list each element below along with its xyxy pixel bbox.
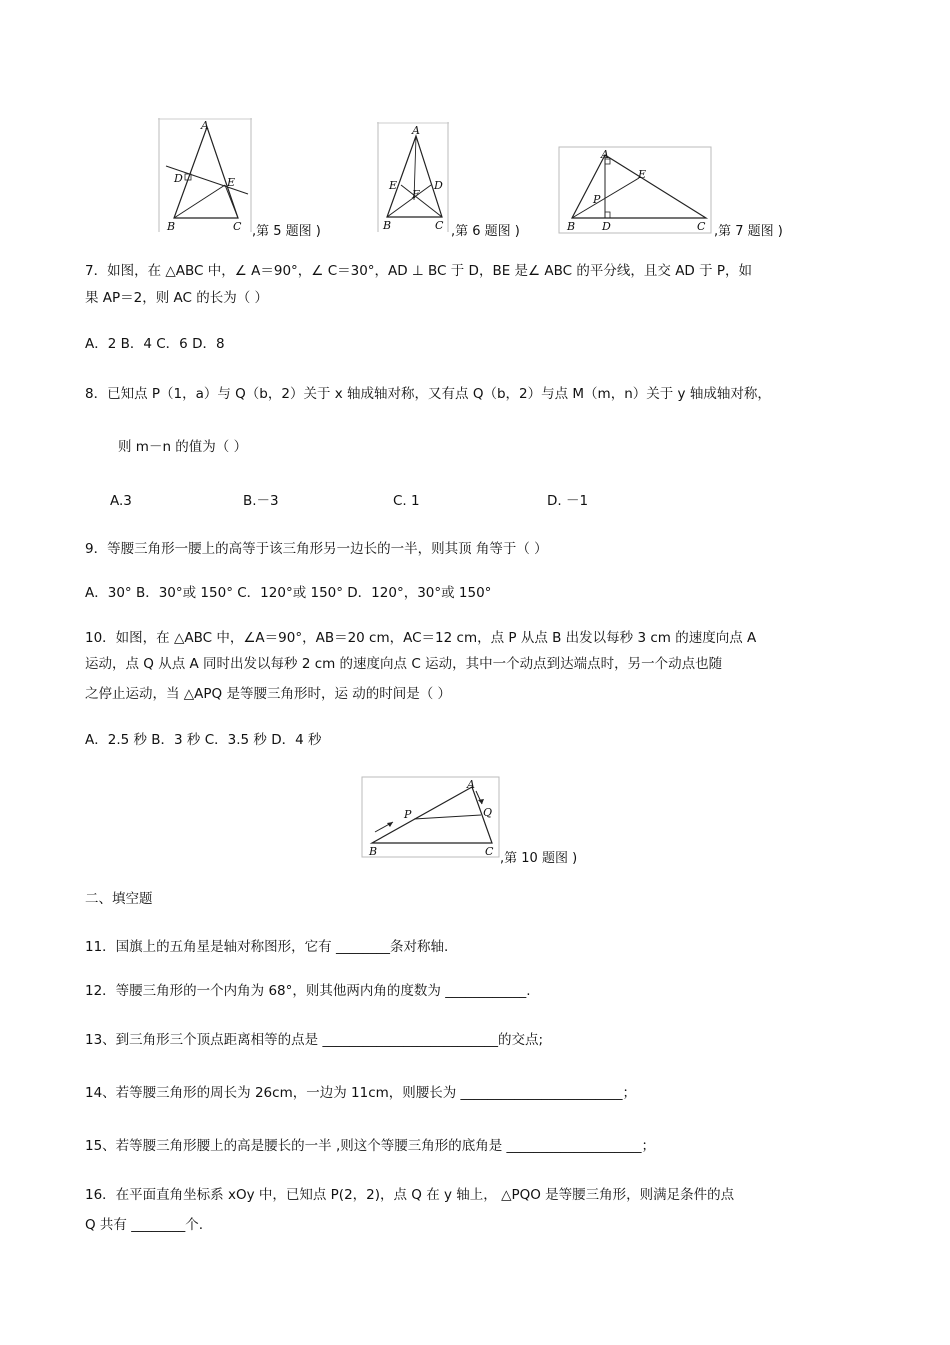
fig6-label-e: E	[389, 179, 398, 192]
q8-option-b: B.－3	[243, 493, 279, 509]
q10-line2: 运动，点 Q 从点 A 同时出发以每秒 2 cm 的速度向点 C 运动，其中一个动点到达端点时，另一个动点也随	[85, 656, 723, 672]
section-title-fill-in: 二、填空题	[85, 891, 153, 907]
q10-line3: 之停止运动，当 △APQ 是等腰三角形时，运 动的时间是（ ）	[85, 686, 452, 702]
figure-10-diagram	[361, 776, 500, 858]
figure-7-diagram	[558, 146, 712, 234]
figure-6-diagram	[377, 122, 449, 232]
figure-10	[361, 776, 500, 858]
fig7-label-a: A	[601, 148, 609, 161]
fig5-label-e: E	[227, 176, 236, 189]
q16-line2: Q 共有 ________个.	[85, 1217, 203, 1233]
fig10-label-p: P	[404, 808, 412, 821]
q14-text: 14、若等腰三角形的周长为 26cm，一边为 11cm，则腰长为 ________________________；	[85, 1085, 637, 1101]
figure-10-caption: ,第 10 题图 )	[500, 851, 578, 866]
fig7-label-c: C	[697, 220, 706, 233]
fig10-label-q: Q	[483, 806, 493, 819]
fig10-label-b: B	[369, 845, 378, 858]
fig7-label-b: B	[567, 220, 576, 233]
fig10-label-a: A	[467, 778, 475, 791]
q11-text: 11．国旗上的五角星是轴对称图形，它有 ________条对称轴.	[85, 939, 449, 955]
figure-7-caption: ,第 7 题图 )	[714, 224, 783, 239]
fig5-label-d: D	[174, 172, 183, 185]
q16-line1: 16．在平面直角坐标系 xOy 中，已知点 P(2，2)，点 Q 在 y 轴上， △PQO 是等腰三角形，则满足条件的点	[85, 1187, 735, 1203]
fig7-label-p: P	[593, 193, 601, 206]
q8-line1: 8．已知点 P（1，a）与 Q（b，2）关于 x 轴成轴对称，又有点 Q（b，2）与点 M（m，n）关于 y 轴成轴对称，	[85, 386, 771, 402]
fig6-label-b: B	[383, 219, 392, 232]
fig6-label-a: A	[412, 124, 420, 137]
q7-options: A．2 B．4 C．6 D．8	[85, 336, 225, 352]
q8-option-c: C. 1	[393, 493, 420, 509]
q9-line1: 9．等腰三角形一腰上的高等于该三角形另一边长的一半，则其顶 角等于（ ）	[85, 541, 548, 557]
q8-option-a: A.3	[110, 493, 132, 509]
fig6-label-f: F	[412, 188, 420, 201]
q10-options: A．2.5 秒 B．3 秒 C．3.5 秒 D．4 秒	[85, 732, 322, 748]
fig5-label-c: C	[233, 220, 242, 232]
q12-text: 12．等腰三角形的一个内角为 68°，则其他两内角的度数为 ____________.	[85, 983, 531, 999]
q8-option-d: D. －1	[547, 493, 589, 509]
fig7-label-d: D	[602, 220, 611, 233]
figure-5-caption: ,第 5 题图 )	[252, 224, 321, 239]
q8-line2: 则 m－n 的值为（ ）	[118, 439, 248, 455]
fig6-label-c: C	[435, 219, 444, 232]
fig7-label-e: E	[638, 168, 647, 181]
q9-options: A．30° B．30°或 150° C．120°或 150° D．120°，30°或 150°	[85, 585, 492, 601]
figure-6-caption: ,第 6 题图 )	[451, 224, 520, 239]
figure-5-diagram	[158, 118, 252, 232]
fig5-label-a: A	[201, 119, 209, 132]
q7-line2: 果 AP＝2，则 AC 的长为（ ）	[85, 290, 269, 306]
q10-line1: 10．如图，在 △ABC 中，∠A＝90°，AB＝20 cm，AC＝12 cm，点 P 从点 B 出发以每秒 3 cm 的速度向点 A	[85, 630, 757, 646]
q7-line1: 7．如图，在 △ABC 中，∠ A＝90°，∠ C＝30°，AD ⊥ BC 于 D，BE 是∠ ABC 的平分线，且交 AD 于 P，如	[85, 263, 753, 279]
figure-5	[158, 118, 252, 232]
fig5-label-b: B	[167, 220, 176, 232]
figure-6	[377, 122, 449, 232]
q13-text: 13、到三角形三个顶点距离相等的点是 __________________________的交点;	[85, 1032, 544, 1048]
fig6-label-d: D	[434, 179, 443, 192]
fig10-label-c: C	[485, 845, 494, 858]
figure-7	[558, 146, 712, 234]
q15-text: 15、若等腰三角形腰上的高是腰长的一半 ,则这个等腰三角形的底角是 ____________________；	[85, 1138, 656, 1154]
